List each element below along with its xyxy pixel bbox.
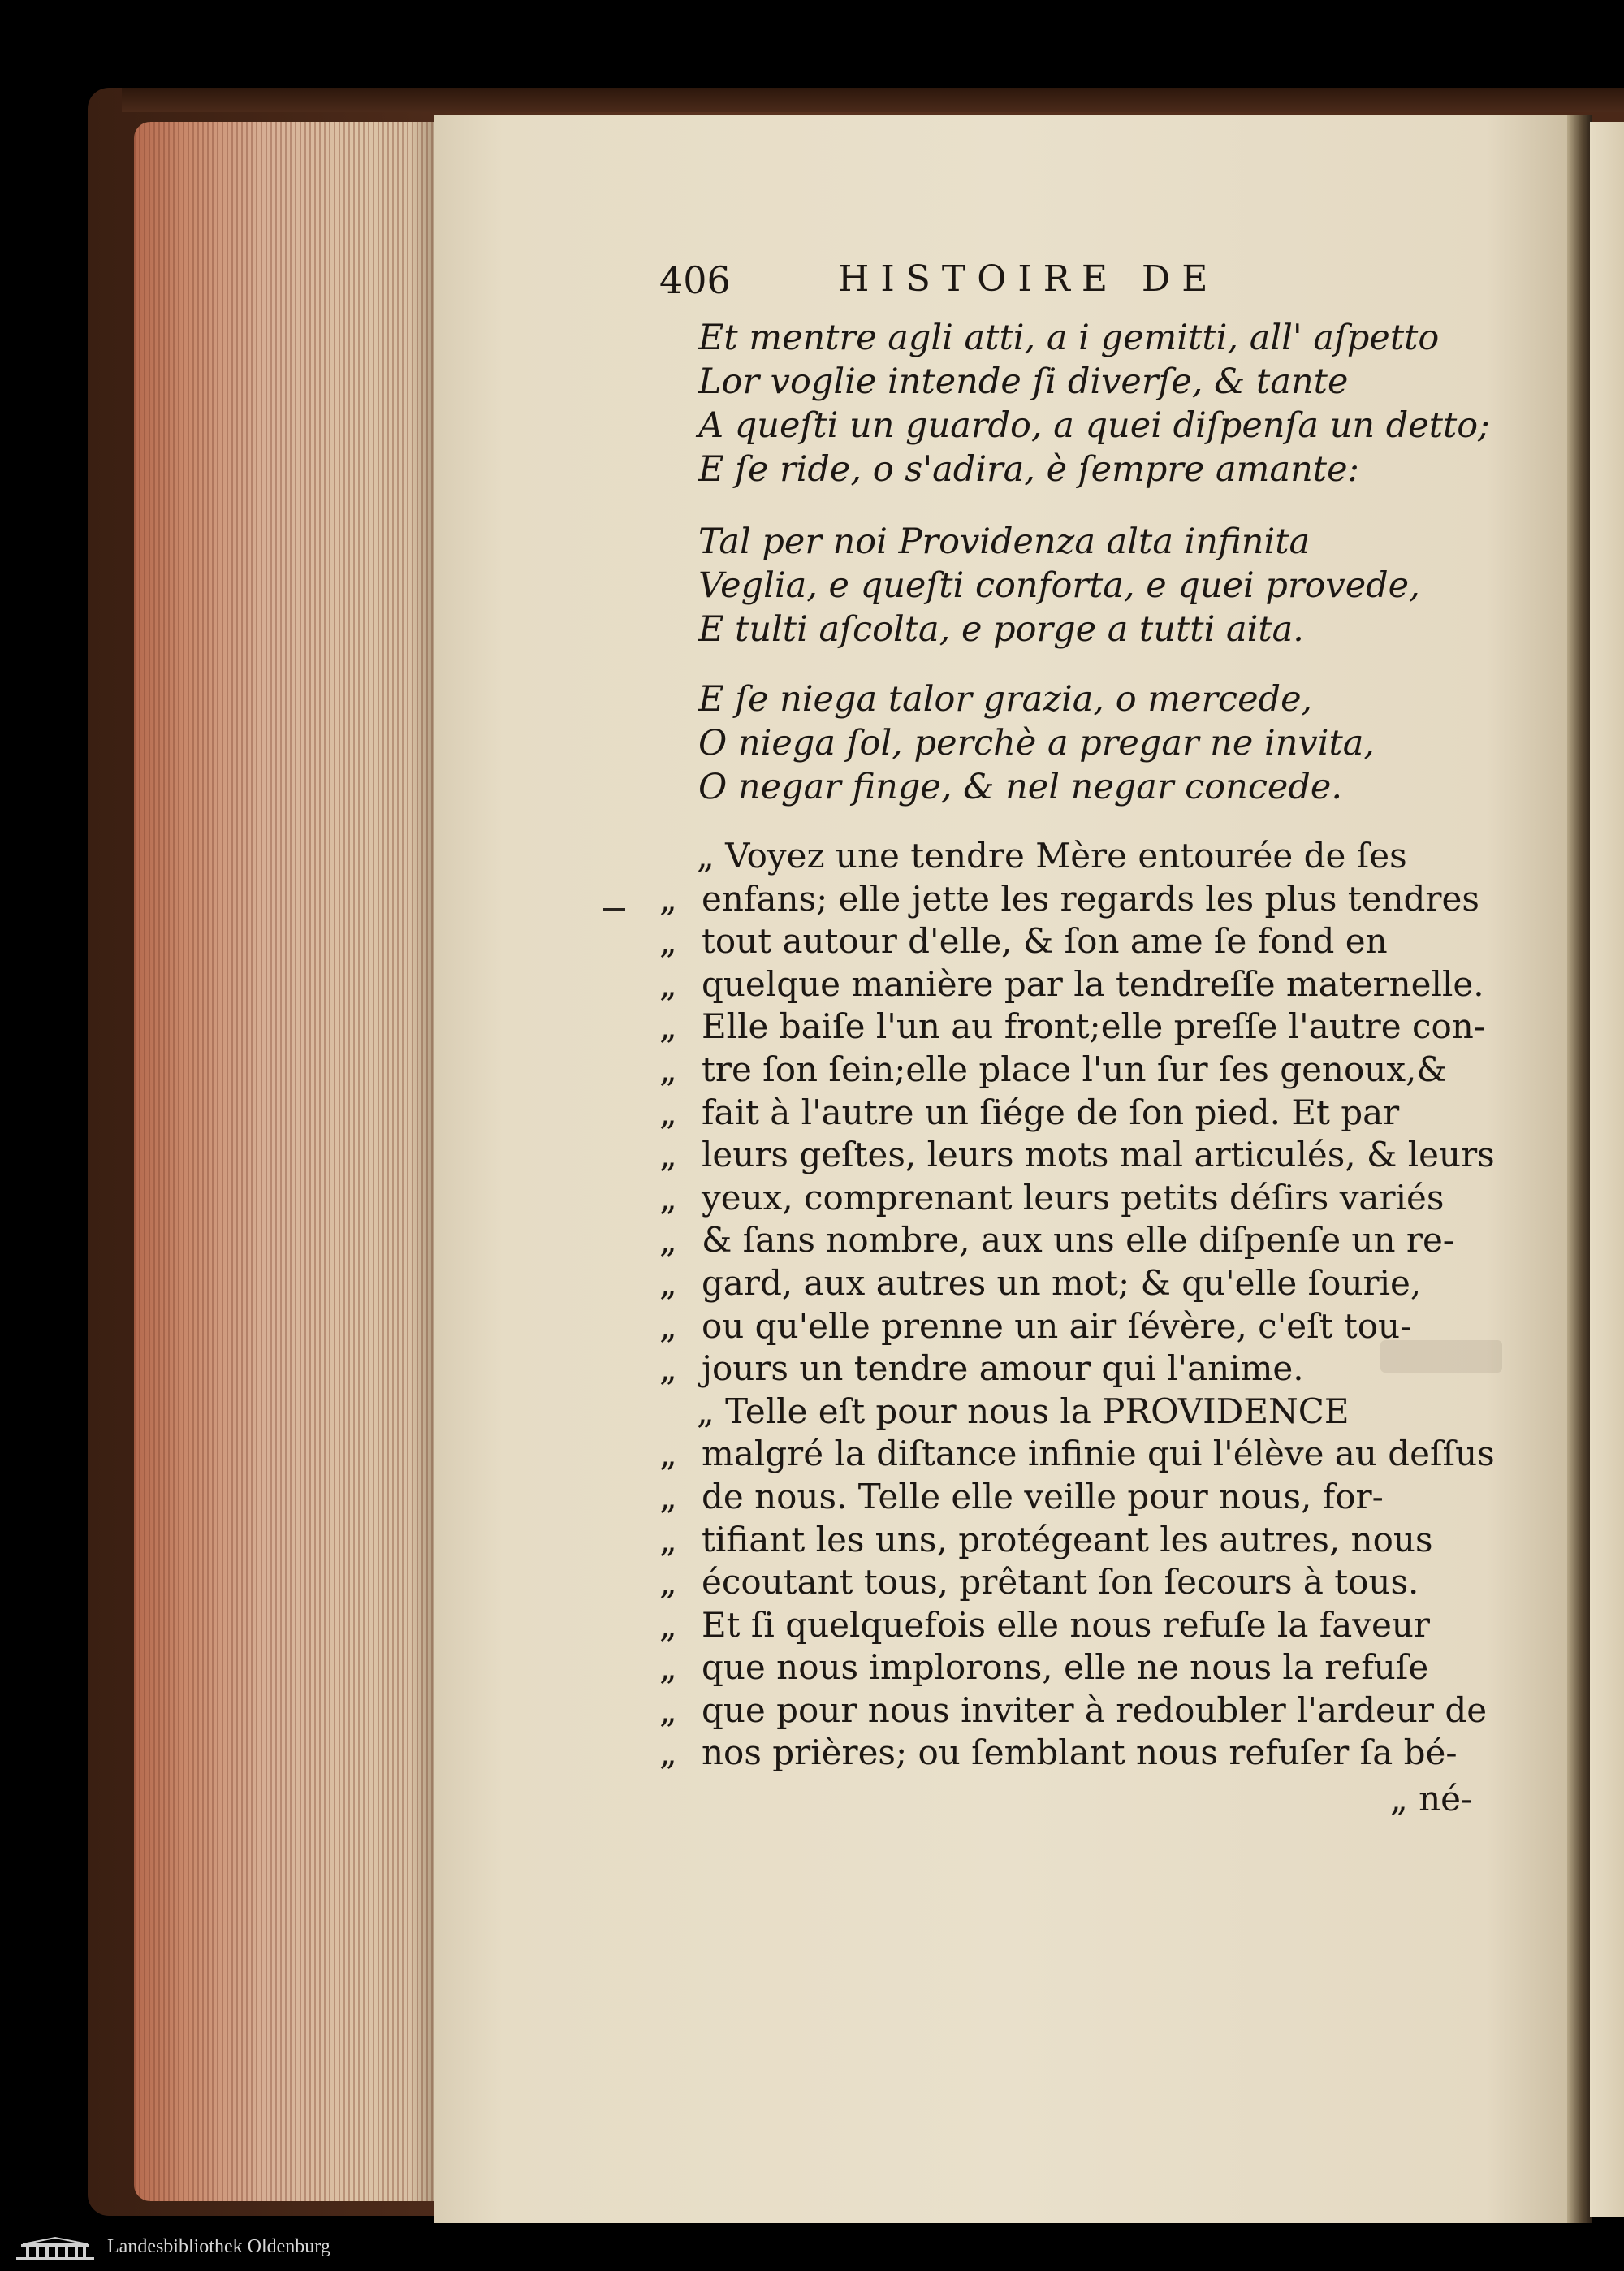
prose-line: [659, 1219, 1504, 1262]
prose-text: „ Voyez une tendre Mère entourée de ſes: [697, 836, 1407, 876]
verse-stanza-3: [698, 677, 1510, 809]
prose-line: [659, 1006, 1504, 1049]
prose-text: ou qu'elle prenne un air ſévère, c'eſt tou-: [702, 1305, 1412, 1346]
prose-text: enfans; elle jette les regards les plus tendres: [702, 878, 1479, 919]
prose-line: [659, 1262, 1504, 1305]
prose-text: écoutant tous, prêtant ſon ſecours à tous.: [702, 1562, 1419, 1603]
prose-line: [659, 1519, 1504, 1562]
page-block-edges: [134, 122, 434, 2201]
prose-text: tre ſon ſein;elle place l'un ſur ſes genoux,&: [702, 1049, 1447, 1089]
prose-line: [659, 1561, 1504, 1604]
quote-mark: „: [659, 1348, 677, 1389]
prose-line: [659, 1476, 1504, 1519]
quote-mark: „: [659, 1262, 677, 1303]
margin-dash: [603, 908, 625, 911]
verse-line: E tulti aſcolta, e porge a tutti aita.: [698, 609, 1304, 650]
prose-text: que pour nous inviter à redoubler l'ardeur de: [702, 1689, 1488, 1730]
prose-block: [659, 835, 1504, 1775]
quote-mark: „: [659, 1476, 677, 1516]
quote-mark: „: [659, 1006, 677, 1047]
quote-mark: „: [659, 1220, 677, 1261]
verse-line: Tal per noi Providenza alta infinita: [698, 521, 1311, 562]
verse-line: Veglia, e queſti conforta, e quei provede,: [698, 565, 1420, 606]
prose-line: [659, 1134, 1504, 1177]
prose-text: tifiant les uns, protégeant les autres, nous: [702, 1519, 1433, 1559]
verse-line: Et mentre agli atti, a i gemitti, all' aſpetto: [698, 318, 1440, 358]
prose-text: quelque manière par la tendreſſe maternelle.: [702, 963, 1484, 1004]
prose-line: [659, 1646, 1504, 1689]
prose-line: [659, 963, 1504, 1006]
cover-top-edge: [122, 88, 1624, 112]
verse-line: E ſe ride, o s'adira, è ſempre amante:: [698, 449, 1359, 490]
prose-line: [659, 1604, 1504, 1647]
prose-text: yeux, comprenant leurs petits déſirs variés: [702, 1177, 1445, 1218]
quote-mark: „: [659, 1519, 677, 1559]
prose-text: fait à l'autre un ſiége de ſon pied. Et par: [702, 1092, 1400, 1132]
quote-mark: „: [659, 1732, 677, 1773]
verse-line: O negar finge, & nel negar concede.: [698, 767, 1343, 807]
prose-line: [659, 1732, 1504, 1775]
quote-mark: „: [659, 1604, 677, 1645]
quote-mark: „: [659, 1177, 677, 1218]
prose-line: [659, 1177, 1504, 1220]
prose-text: Et ſi quelquefois elle nous refuſe la faveur: [702, 1604, 1431, 1645]
prose-line: [659, 1391, 1504, 1434]
prose-text: gard, aux autres un mot; & qu'elle ſourie,: [702, 1262, 1422, 1303]
quote-mark: „: [659, 963, 677, 1004]
page-number: 406: [659, 258, 731, 302]
verse-line: E ſe niega talor grazia, o mercede,: [698, 679, 1313, 720]
prose-text: de nous. Telle elle veille pour nous, for-: [702, 1476, 1384, 1516]
prose-line: [659, 1092, 1504, 1135]
quote-mark: „: [659, 1305, 677, 1346]
quote-mark: „: [659, 1434, 677, 1474]
quote-mark: „: [659, 921, 677, 962]
prose-text: & ſans nombre, aux uns elle diſpenſe un re-: [702, 1220, 1454, 1261]
prose-line: [659, 835, 1504, 878]
verse-line: O niega ſol, perchè a pregar ne invita,: [698, 723, 1376, 763]
quote-mark: „: [659, 1049, 677, 1089]
prose-text: leurs geſtes, leurs mots mal articulés, & leurs: [702, 1135, 1495, 1175]
facing-page-sliver: [1590, 122, 1624, 2217]
quote-mark: „: [659, 1092, 677, 1132]
prose-text: jours un tendre amour qui l'anime.: [702, 1348, 1304, 1389]
quote-mark: „: [659, 1135, 677, 1175]
verse-stanza-1: [698, 316, 1510, 491]
prose-line: [659, 1689, 1504, 1732]
prose-text: „ Telle eſt pour nous la PROVIDENCE: [697, 1391, 1350, 1431]
catchword: „ né-: [1390, 1779, 1473, 1819]
verse-line: Lor voglie intende ſi diverſe, & tante: [698, 361, 1349, 402]
prose-line: [659, 878, 1504, 921]
library-name: Landesbibliothek Oldenburg: [107, 2236, 330, 2257]
prose-text: tout autour d'elle, & ſon ame ſe fond en: [702, 921, 1388, 962]
prose-text: nos prières; ou ſemblant nous refuſer ſa bé-: [702, 1732, 1458, 1773]
library-building-icon: [15, 2236, 96, 2262]
quote-mark: „: [659, 1562, 677, 1603]
running-title: HISTOIRE DE: [838, 258, 1220, 300]
quote-mark: „: [659, 1647, 677, 1688]
book-gutter: [1567, 115, 1592, 2223]
page-header: [659, 258, 1504, 315]
prose-line: [659, 1305, 1504, 1348]
footer-bar: [0, 2226, 1624, 2271]
verse-stanza-2: [698, 520, 1510, 651]
prose-text: que nous implorons, elle ne nous la refuſe: [702, 1647, 1429, 1688]
prose-line: [659, 920, 1504, 963]
prose-line: [659, 1347, 1504, 1391]
prose-line: [659, 1049, 1504, 1092]
prose-line: [659, 1433, 1504, 1476]
verse-line: A queſti un guardo, a quei diſpenſa un detto;: [698, 405, 1490, 446]
prose-text: malgré la diſtance infinie qui l'élève au deſſus: [702, 1434, 1495, 1474]
quote-mark: „: [659, 878, 677, 919]
quote-mark: „: [659, 1689, 677, 1730]
prose-text: Elle baiſe l'un au front;elle preſſe l'autre con-: [702, 1006, 1486, 1047]
